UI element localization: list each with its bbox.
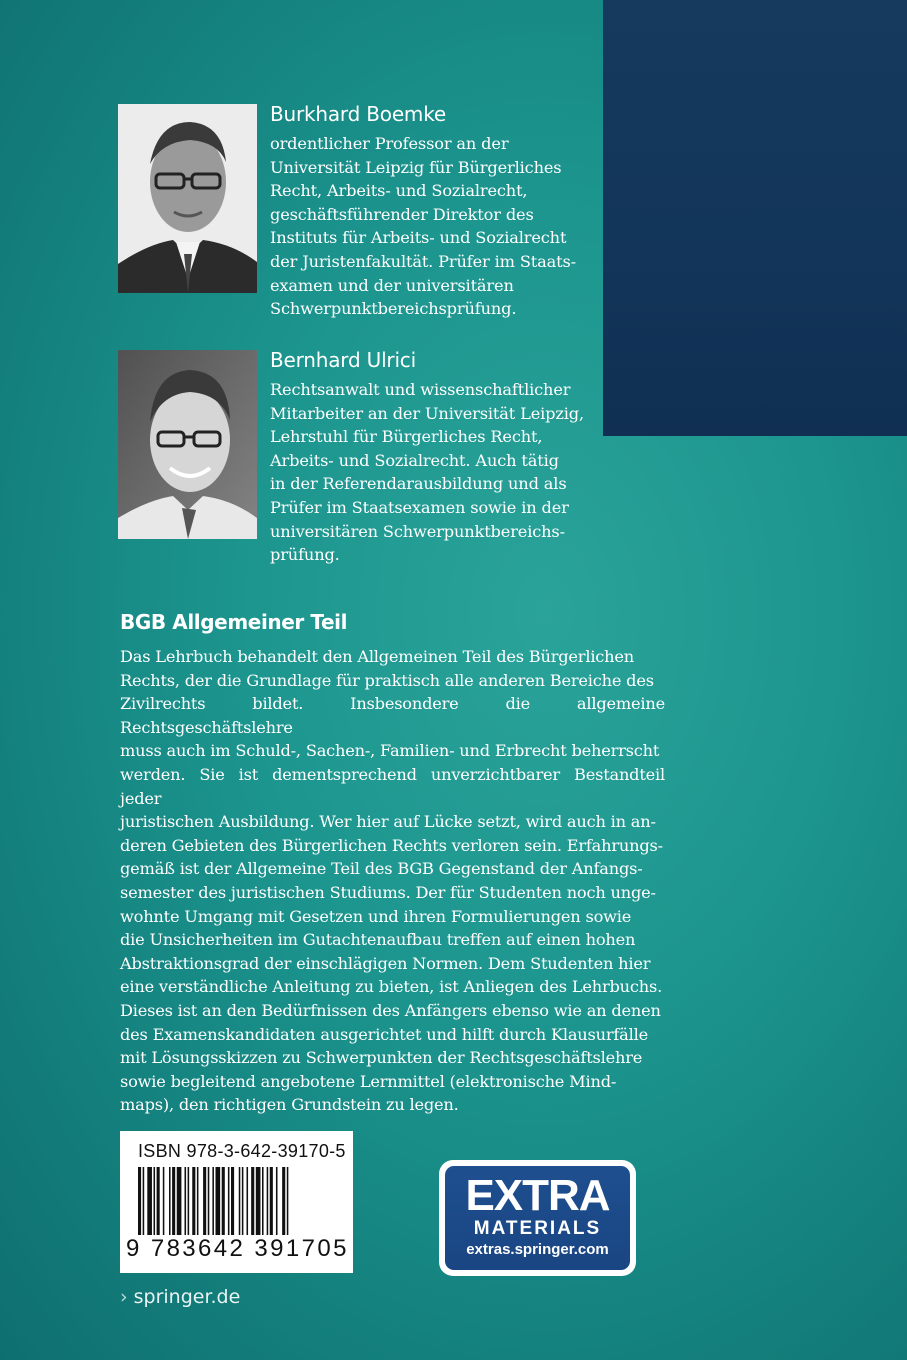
barcode-bar bbox=[231, 1167, 234, 1235]
blurb-line: Zivilrechts bildet. Insbesondere die allgemeine Rechtsgeschäftslehre bbox=[120, 694, 665, 737]
blurb-line: eine verständliche Anleitung zu bieten, ist Anliegen des Lehrbuchs. bbox=[120, 977, 663, 997]
barcode-bar bbox=[242, 1167, 244, 1235]
barcode-bar bbox=[208, 1167, 210, 1235]
author-photo-boemke bbox=[118, 104, 257, 293]
publisher-site-text: springer.de bbox=[133, 1286, 241, 1308]
author-block-2 bbox=[270, 346, 590, 567]
bio-line: in der Referendarausbildung und als bbox=[270, 474, 567, 494]
barcode-bar bbox=[276, 1167, 278, 1235]
barcode-bars bbox=[138, 1167, 338, 1239]
extra-materials-badge[interactable] bbox=[439, 1160, 636, 1276]
blurb-line: Abstraktionsgrad der einschlägigen Normen. Dem Studenten hier bbox=[120, 953, 651, 973]
barcode-bar bbox=[216, 1167, 221, 1235]
author-block-1 bbox=[270, 100, 590, 321]
isbn-barcode bbox=[120, 1131, 353, 1273]
barcode-bar bbox=[212, 1167, 214, 1235]
blurb-line: maps), den richtigen Grundstein zu legen. bbox=[120, 1095, 459, 1115]
badge-extra-text: EXTRA bbox=[465, 1171, 610, 1220]
bio-line: ordentlicher Professor an der bbox=[270, 134, 509, 153]
author-bio bbox=[270, 132, 590, 321]
blurb-line: Dieses ist an den Bedürfnissen des Anfängers ebenso wie an denen bbox=[120, 1000, 661, 1020]
blurb-line: semester des juristischen Studiums. Der für Studenten noch unge- bbox=[120, 882, 656, 902]
author-name: Bernhard Ulrici bbox=[270, 348, 416, 372]
bio-line: prüfung. bbox=[270, 545, 340, 565]
barcode-bar bbox=[143, 1167, 145, 1235]
barcode-bar bbox=[262, 1167, 264, 1235]
bio-line: Prüfer im Staatsexamen sowie in der bbox=[270, 497, 569, 517]
barcode-bar bbox=[222, 1167, 225, 1235]
barcode-bar bbox=[270, 1167, 273, 1235]
publisher-link[interactable] bbox=[120, 1286, 240, 1308]
blurb-line: gemäß ist der Allgemeine Teil des BGB Gegenstand der Anfangs- bbox=[120, 859, 643, 879]
navy-panel bbox=[603, 0, 907, 436]
bio-line: Instituts für Arbeits- und Sozialrecht bbox=[270, 228, 567, 248]
barcode-bar bbox=[247, 1167, 249, 1235]
barcode-bar bbox=[251, 1167, 254, 1235]
barcode-bar bbox=[192, 1167, 195, 1235]
barcode-bar bbox=[256, 1167, 261, 1235]
blurb-line: deren Gebieten des Bürgerlichen Rechts verloren sein. Erfahrungs- bbox=[120, 835, 663, 855]
blurb-line: muss auch im Schuld-, Sachen-, Familien- und Erbrecht beherrscht bbox=[120, 741, 660, 761]
barcode-bar bbox=[185, 1167, 187, 1235]
extra-materials-inner bbox=[445, 1166, 630, 1270]
bio-line: der Juristenfakultät. Prüfer im Staats- bbox=[270, 251, 576, 271]
chevron-right-icon: › bbox=[120, 1286, 128, 1308]
barcode-bar bbox=[267, 1167, 269, 1235]
bio-line: Mitarbeiter an der Universität Leipzig, bbox=[270, 403, 585, 423]
badge-url-text: extras.springer.com bbox=[466, 1241, 609, 1258]
bio-line: examen und der universitären bbox=[270, 275, 514, 295]
book-blurb bbox=[120, 645, 665, 1117]
barcode-bar bbox=[282, 1167, 285, 1235]
blurb-line: juristischen Ausbildung. Wer hier auf Lücke setzt, wird auch in an- bbox=[120, 812, 656, 832]
barcode-bar bbox=[154, 1167, 156, 1235]
barcode-bar bbox=[197, 1167, 199, 1235]
barcode-bar bbox=[287, 1167, 289, 1235]
portrait-icon bbox=[118, 350, 257, 539]
bio-line: Universität Leipzig für Bürgerliches bbox=[270, 157, 562, 177]
barcode-bar bbox=[172, 1167, 175, 1235]
barcode-bar bbox=[163, 1167, 165, 1235]
badge-materials-text: MATERIALS bbox=[473, 1218, 602, 1239]
barcode-bar bbox=[188, 1167, 190, 1235]
blurb-line: die Unsicherheiten im Gutachtenaufbau treffen auf einen hohen bbox=[120, 930, 636, 950]
barcode-bar bbox=[157, 1167, 160, 1235]
author-photo-ulrici bbox=[118, 350, 257, 539]
bio-line: Recht, Arbeits- und Sozialrecht, bbox=[270, 181, 528, 201]
barcode-bar bbox=[169, 1167, 171, 1235]
blurb-line: wohnte Umgang mit Gesetzen und ihren Formulierungen sowie bbox=[120, 906, 632, 926]
blurb-line: des Examenskandidaten ausgerichtet und hilft durch Klausurfälle bbox=[120, 1024, 648, 1044]
blurb-line: Rechts, der die Grundlage für praktisch alle anderen Bereiche des bbox=[120, 670, 654, 690]
blurb-line: werden. Sie ist dementsprechend unverzichtbarer Bestandteil jeder bbox=[120, 764, 665, 808]
author-name: Burkhard Boemke bbox=[270, 102, 446, 126]
blurb-line: sowie begleitend angebotene Lernmittel (elektronische Mind- bbox=[120, 1071, 617, 1091]
barcode-bar bbox=[138, 1167, 141, 1235]
barcode-bar bbox=[239, 1167, 241, 1235]
isbn-label: ISBN 978-3-642-39170-5 bbox=[138, 1141, 346, 1161]
barcode-bar bbox=[177, 1167, 182, 1235]
barcode-digits: 9 783642 391705 bbox=[126, 1235, 349, 1262]
author-bio bbox=[270, 378, 590, 567]
barcode-bar bbox=[147, 1167, 152, 1235]
barcode-bar bbox=[228, 1167, 230, 1235]
portrait-icon bbox=[118, 104, 257, 293]
barcode-bar bbox=[203, 1167, 206, 1235]
bio-line: Schwerpunktbereichsprüfung. bbox=[270, 299, 517, 319]
book-title: BGB Allgemeiner Teil bbox=[120, 610, 348, 634]
bio-line: Lehrstuhl für Bürgerliches Recht, bbox=[270, 427, 543, 447]
bio-line: Rechtsanwalt und wissenschaftlicher bbox=[270, 380, 571, 399]
bio-line: Arbeits- und Sozialrecht. Auch tätig bbox=[270, 450, 559, 470]
blurb-line: Das Lehrbuch behandelt den Allgemeinen Teil des Bürgerlichen bbox=[120, 647, 634, 666]
blurb-line: mit Lösungsskizzen zu Schwerpunkten der Rechtsgeschäftslehre bbox=[120, 1048, 643, 1068]
bio-line: universitären Schwerpunktbereichs- bbox=[270, 521, 565, 541]
bio-line: geschäftsführender Direktor des bbox=[270, 204, 534, 224]
